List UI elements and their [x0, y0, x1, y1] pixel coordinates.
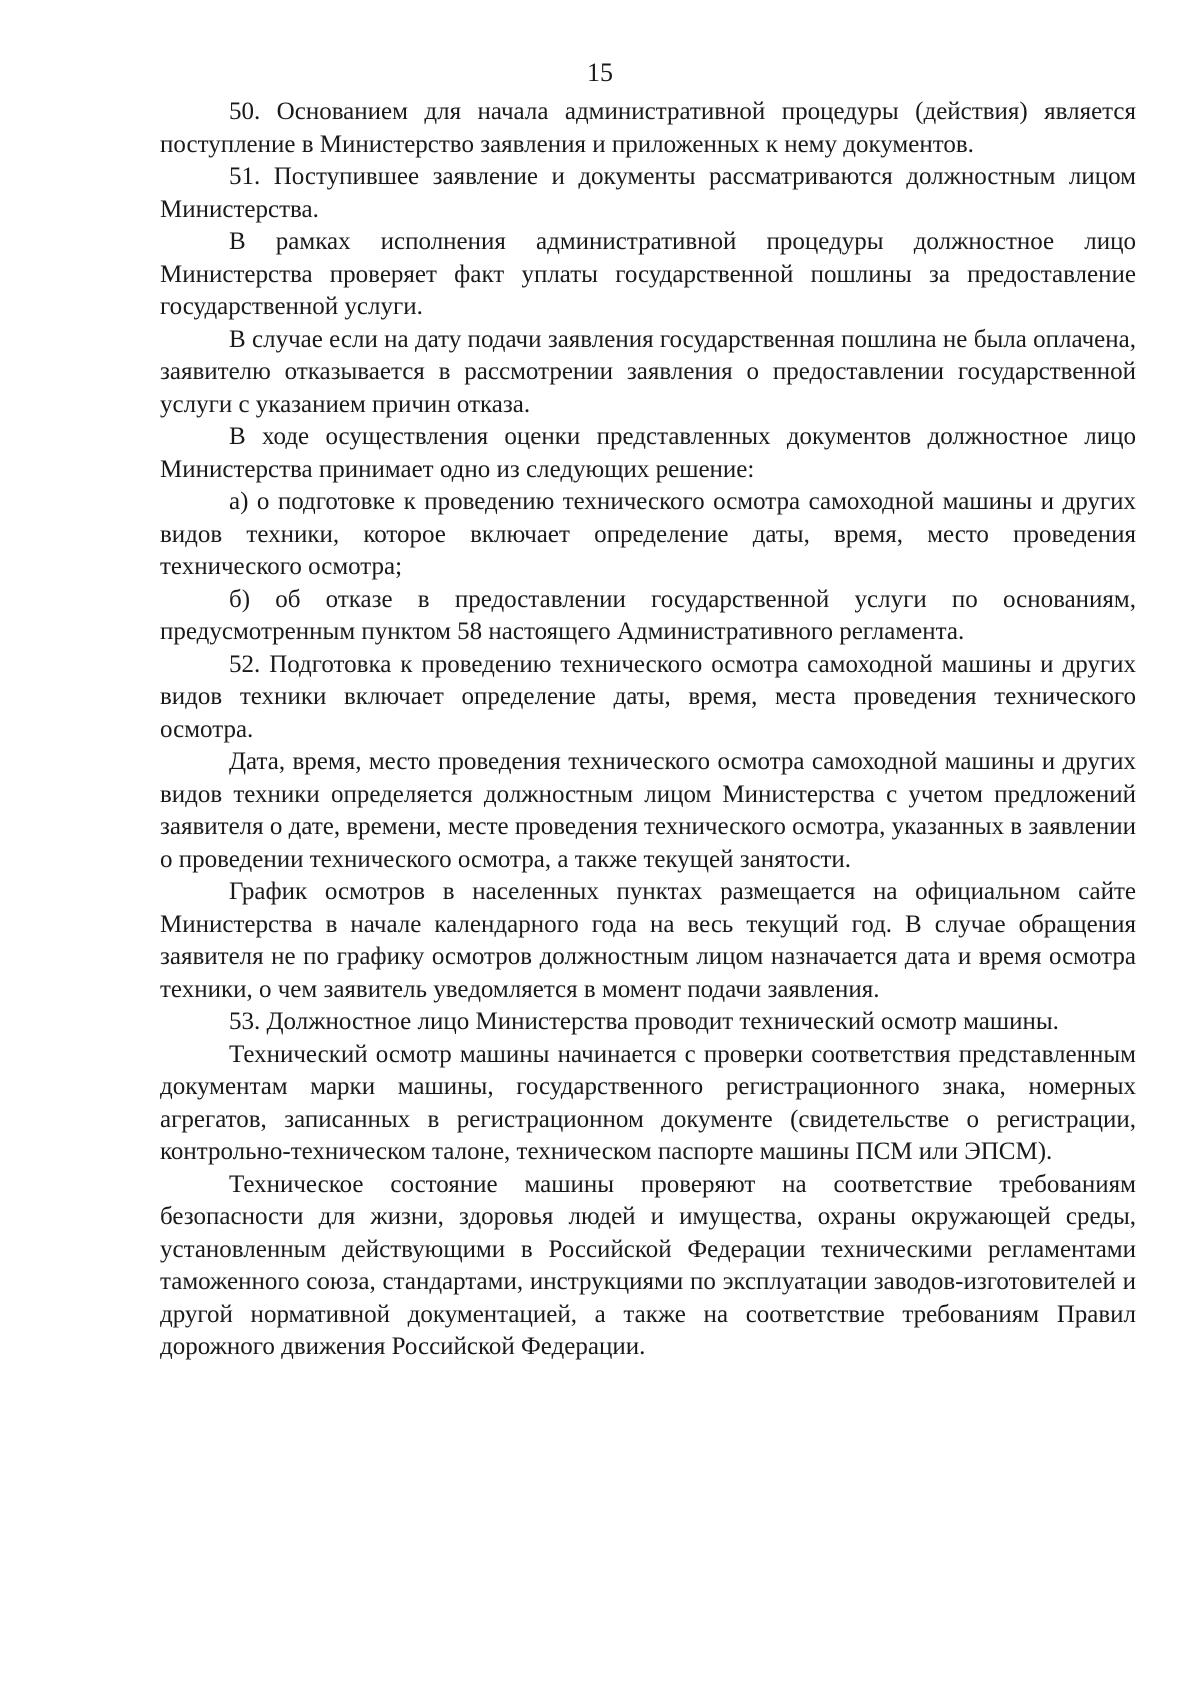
- paragraph-50: 50. Основанием для начала административной процедуры (действия) является поступление в Министерство заявления и приложенных к нему документов.: [160, 98, 1136, 158]
- paragraph-52: 52. Подготовка к проведению технического осмотра самоходной машины и других видов техники включает определение даты, время, места проведения технического осмотра.: [160, 650, 1136, 743]
- paragraph-51: 51. Поступившее заявление и документы рассматриваются должностным лицом Министерства.: [160, 163, 1136, 223]
- document-body: [160, 96, 1136, 1364]
- paragraph-decision-a: а) о подготовке к проведению технического осмотра самоходной машины и других видов техники, которое включает определение даты, время, место проведения технического осмотра;: [160, 488, 1136, 580]
- paragraph-fee-check: В рамках исполнения административной процедуры должностное лицо Министерства проверяет факт уплаты государственной пошлины за предоставление государственной услуги.: [160, 228, 1136, 320]
- paragraph-decision-intro: В ходе осуществления оценки представленных документов должностное лицо Министерства принимает одно из следующих решение:: [160, 423, 1136, 483]
- paragraph-inspection-start: Технический осмотр машины начинается с проверки соответствия представленным документам марки машины, государственного регистрационного знака, номерных агрегатов, записанных в регистрационном документе (свидетельстве о регистрации, контрольно-техническом талоне, техническом паспорте машины ПСМ или ЭПСМ).: [160, 1040, 1136, 1165]
- paragraph-decision-b: б) об отказе в предоставлении государственной услуги по основаниям, предусмотренным пунктом 58 настоящего Административного регламента.: [160, 585, 1136, 645]
- paragraph-inspection-date: Дата, время, место проведения технического осмотра самоходной машины и других видов техники определяется должностным лицом Министерства с учетом предложений заявителя о дате, времени, месте проведения технического осмотра, указанных в заявлении о проведении технического осмотра, а также текущей занятости.: [160, 748, 1136, 873]
- page-number: 15: [587, 58, 613, 87]
- paragraph-53: 53. Должностное лицо Министерства проводит технический осмотр машины.: [229, 1008, 1059, 1035]
- paragraph-fee-unpaid: В случае если на дату подачи заявления государственная пошлина не была оплачена, заявителю отказывается в рассмотрении заявления о предоставлении государственной услуги с указанием причин отказа.: [160, 325, 1136, 418]
- paragraph-technical-condition: Техническое состояние машины проверяют на соответствие требованиям безопасности для жизни, здоровья людей и имущества, охраны окружающей среды, установленным действующими в Российской Федерации техническими регламентами таможенного союза, стандартами, инструкциями по эксплуатации заводов-изготовителей и другой нормативной документацией, а также на соответствие требованиям Правил дорожного движения Российской Федерации.: [160, 1170, 1136, 1360]
- paragraph-schedule: График осмотров в населенных пунктах размещается на официальном сайте Министерства в начале календарного года на весь текущий год. В случае обращения заявителя не по графику осмотров должностным лицом назначается дата и время осмотра техники, о чем заявитель уведомляется в момент подачи заявления.: [160, 878, 1136, 1003]
